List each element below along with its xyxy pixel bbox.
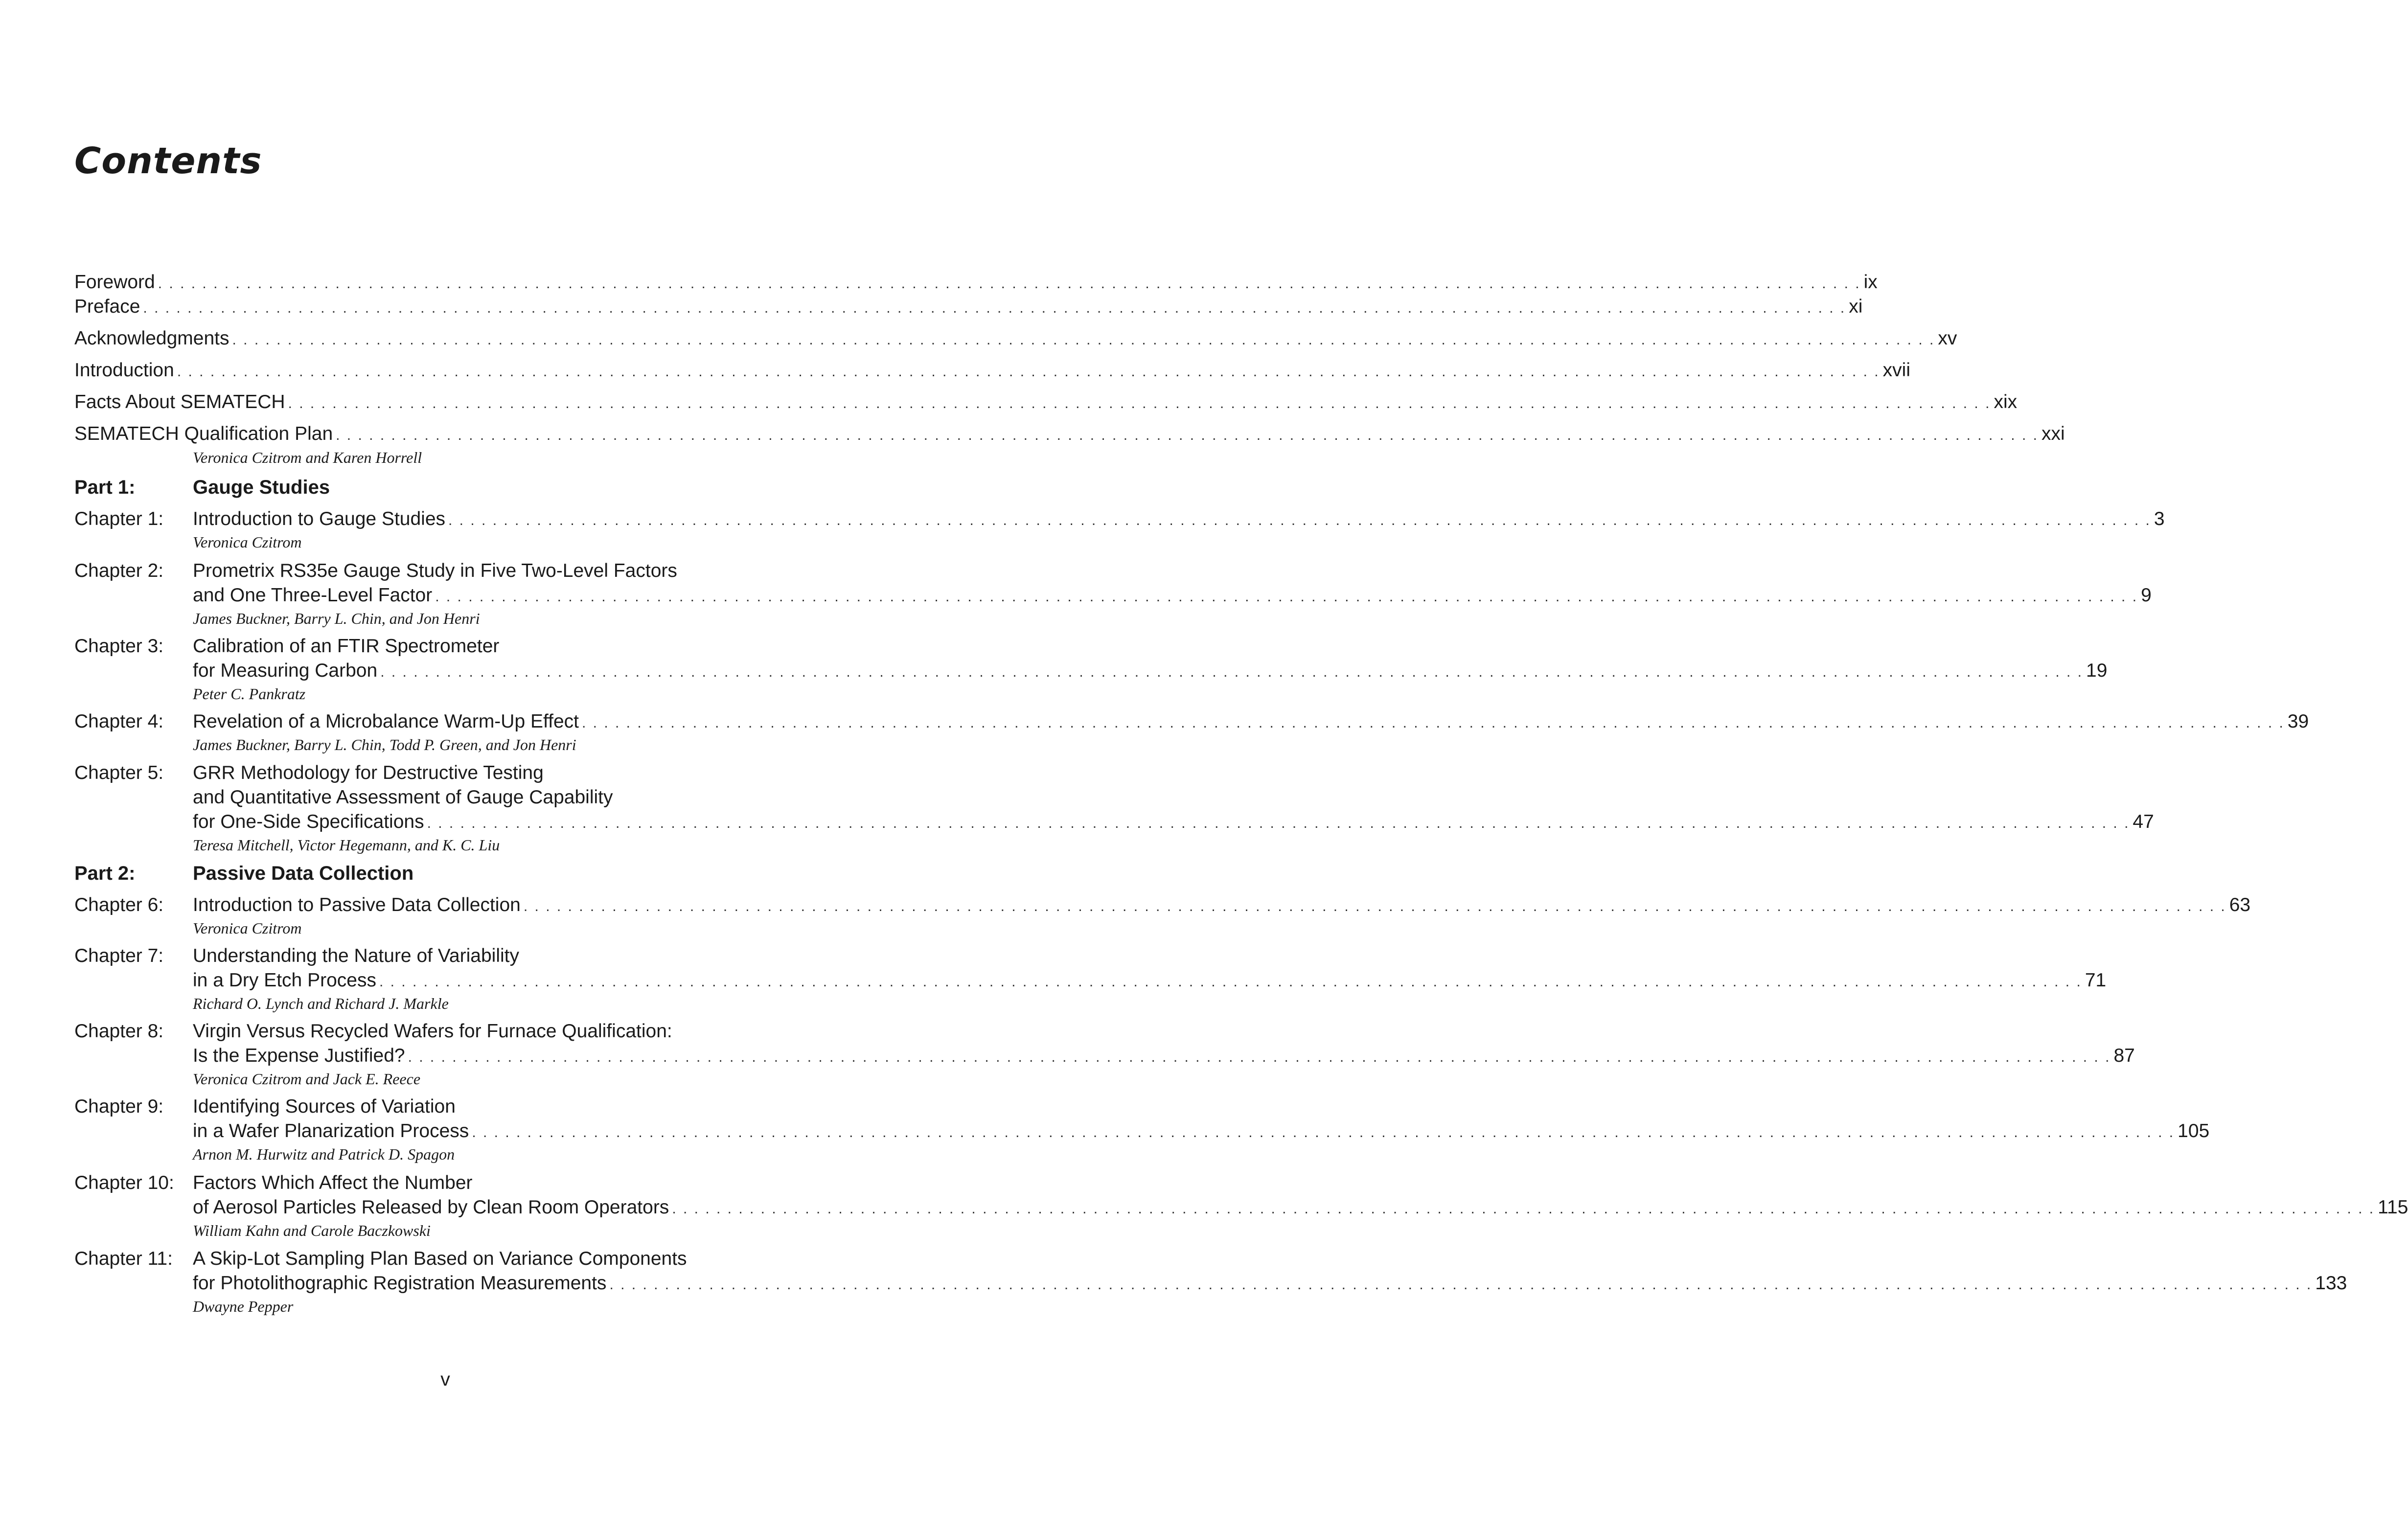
dot-leader: . . . . . . . . . . . . . . . . . . . . . . . . . . . . . . . . . . . . . . . . . . . . . . . . . . . . . . . . . . . . . . . . . . . . . . . . . . . . . . . . . . . . . . . . . . . . . . . . . . . . . . . . . . . . . . . . . . . . . . . . . . . . . . . . . . . . . . . . . . . . . . . . . . . . . . . . . . <box>380 664 2084 680</box>
part-title: Gauge Studies <box>193 477 330 498</box>
entry-page-number: 9 <box>2141 585 2152 606</box>
chapter-title-line: GRR Methodology for Destructive Testing <box>193 762 544 783</box>
chapter-title-line: and Quantitative Assessment of Gauge Capability <box>193 787 613 808</box>
chapter-title-line: Calibration of an FTIR Spectrometer <box>193 636 500 657</box>
dot-leader: . . . . . . . . . . . . . . . . . . . . . . . . . . . . . . . . . . . . . . . . . . . . . . . . . . . . . . . . . . . . . . . . . . . . . . . . . . . . . . . . . . . . . . . . . . . . . . . . . . . . . . . . . . . . . . . . . . . . . . . . . . . . . . . . . . . . . . . . . . . . . . . . . . . . . . . . . . <box>177 364 1880 380</box>
chapter-label: Chapter 11: <box>74 1248 173 1269</box>
dot-leader: . . . . . . . . . . . . . . . . . . . . . . . . . . . . . . . . . . . . . . . . . . . . . . . . . . . . . . . . . . . . . . . . . . . . . . . . . . . . . . . . . . . . . . . . . . . . . . . . . . . . . . . . . . . . . . . . . . . . . . . . . . . . . . . . . . . . . . . . . . . . . . . . . . . . . . . . . . <box>523 898 2226 914</box>
entry-title: Introduction to Gauge Studies <box>193 508 446 529</box>
front-matter-entry <box>74 391 2018 412</box>
entry-title: SEMATECH Qualification Plan <box>74 423 333 444</box>
entry-page-number: 71 <box>2085 970 2107 991</box>
dot-leader: . . . . . . . . . . . . . . . . . . . . . . . . . . . . . . . . . . . . . . . . . . . . . . . . . . . . . . . . . . . . . . . . . . . . . . . . . . . . . . . . . . . . . . . . . . . . . . . . . . . . . . . . . . . . . . . . . . . . . . . . . . . . . . . . . . . . . . . . . . . . . . . . . . . . . . . . . . <box>609 1277 2313 1293</box>
entry-title: for Photolithographic Registration Measurements <box>193 1273 607 1294</box>
dot-leader: . . . . . . . . . . . . . . . . . . . . . . . . . . . . . . . . . . . . . . . . . . . . . . . . . . . . . . . . . . . . . . . . . . . . . . . . . . . . . . . . . . . . . . . . . . . . . . . . . . . . . . . . . . . . . . . . . . . . . . . . . . . . . . . . . . . . . . . . . . . . . . . . . . . . . . . . . . <box>143 300 1846 316</box>
entry-title: and One Three-Level Factor <box>193 585 433 606</box>
chapter-title-line: Virgin Versus Recycled Wafers for Furnace Qualification: <box>193 1021 672 1042</box>
entry-title: for Measuring Carbon <box>193 660 378 681</box>
chapter-author: Teresa Mitchell, Victor Hegemann, and K. C. Liu <box>193 836 500 854</box>
front-matter-entry <box>74 272 1878 293</box>
entry-page-number: 19 <box>2086 660 2108 681</box>
chapter-author: Dwayne Pepper <box>193 1298 294 1315</box>
entry-title: Foreword <box>74 272 155 293</box>
dot-leader: . . . . . . . . . . . . . . . . . . . . . . . . . . . . . . . . . . . . . . . . . . . . . . . . . . . . . . . . . . . . . . . . . . . . . . . . . . . . . . . . . . . . . . . . . . . . . . . . . . . . . . . . . . . . . . . . . . . . . . . . . . . . . . . . . . . . . . . . . . . . . . . . . . . . . . . . . . <box>427 815 2130 831</box>
page-title: Contents <box>74 140 262 182</box>
entry-page-number: 87 <box>2113 1045 2135 1066</box>
chapter-author: James Buckner, Barry L. Chin, Todd P. Green, and Jon Henri <box>193 736 576 753</box>
chapter-author: Veronica Czitrom <box>193 919 302 937</box>
chapter-label: Chapter 7: <box>74 945 164 966</box>
chapter-label: Chapter 1: <box>74 508 164 529</box>
entry-page-number: 39 <box>2287 711 2309 732</box>
page-number: v <box>440 1369 450 1390</box>
chapter-title-line <box>193 1120 2210 1141</box>
chapter-title-line <box>193 1197 2408 1218</box>
chapter-title-line <box>193 585 2152 606</box>
entry-title: Facts About SEMATECH <box>74 391 285 412</box>
entry-page-number: ix <box>1863 272 1878 293</box>
chapter-label: Chapter 10: <box>74 1172 174 1193</box>
front-matter-entry <box>74 360 1910 381</box>
entry-title: Introduction to Passive Data Collection <box>193 894 521 915</box>
chapter-label: Chapter 8: <box>74 1021 164 1042</box>
entry-page-number: 3 <box>2154 508 2165 529</box>
chapter-title-line: Factors Which Affect the Number <box>193 1172 473 1193</box>
chapter-title-line: Prometrix RS35e Gauge Study in Five Two-Level Factors <box>193 560 677 581</box>
entry-page-number: 63 <box>2229 894 2251 915</box>
dot-leader: . . . . . . . . . . . . . . . . . . . . . . . . . . . . . . . . . . . . . . . . . . . . . . . . . . . . . . . . . . . . . . . . . . . . . . . . . . . . . . . . . . . . . . . . . . . . . . . . . . . . . . . . . . . . . . . . . . . . . . . . . . . . . . . . . . . . . . . . . . . . . . . . . . . . . . . . . . <box>288 395 1991 411</box>
dot-leader: . . . . . . . . . . . . . . . . . . . . . . . . . . . . . . . . . . . . . . . . . . . . . . . . . . . . . . . . . . . . . . . . . . . . . . . . . . . . . . . . . . . . . . . . . . . . . . . . . . . . . . . . . . . . . . . . . . . . . . . . . . . . . . . . . . . . . . . . . . . . . . . . . . . . . . . . . . <box>379 974 2082 990</box>
chapter-author: Veronica Czitrom <box>193 533 302 551</box>
chapter-author: William Kahn and Carole Baczkowski <box>193 1222 431 1239</box>
entry-page-number: xvii <box>1882 360 1910 381</box>
chapter-label: Chapter 2: <box>74 560 164 581</box>
part-title: Passive Data Collection <box>193 863 414 884</box>
dot-leader: . . . . . . . . . . . . . . . . . . . . . . . . . . . . . . . . . . . . . . . . . . . . . . . . . . . . . . . . . . . . . . . . . . . . . . . . . . . . . . . . . . . . . . . . . . . . . . . . . . . . . . . . . . . . . . . . . . . . . . . . . . . . . . . . . . . . . . . . . . . . . . . . . . . . . . . . . . <box>158 275 1861 292</box>
front-matter-entry <box>74 423 2065 444</box>
dot-leader: . . . . . . . . . . . . . . . . . . . . . . . . . . . . . . . . . . . . . . . . . . . . . . . . . . . . . . . . . . . . . . . . . . . . . . . . . . . . . . . . . . . . . . . . . . . . . . . . . . . . . . . . . . . . . . . . . . . . . . . . . . . . . . . . . . . . . . . . . . . . . . . . . . . . . . . . . . <box>408 1049 2111 1065</box>
chapter-label: Chapter 5: <box>74 762 164 783</box>
chapter-title-line <box>193 660 2108 681</box>
chapter-label: Chapter 4: <box>74 711 164 732</box>
chapter-title-line <box>193 811 2154 832</box>
part-label: Part 1: <box>74 477 136 498</box>
dot-leader: . . . . . . . . . . . . . . . . . . . . . . . . . . . . . . . . . . . . . . . . . . . . . . . . . . . . . . . . . . . . . . . . . . . . . . . . . . . . . . . . . . . . . . . . . . . . . . . . . . . . . . . . . . . . . . . . . . . . . . . . . . . . . . . . . . . . . . . . . . . . . . . . . . . . . . . . . . <box>232 332 1935 348</box>
chapter-title-line: Identifying Sources of Variation <box>193 1096 456 1117</box>
chapter-title-line <box>193 1045 2135 1066</box>
entry-author: Veronica Czitrom and Karen Horrell <box>193 449 422 466</box>
entry-page-number: 133 <box>2315 1273 2347 1294</box>
entry-page-number: xxi <box>2041 423 2065 444</box>
dot-leader: . . . . . . . . . . . . . . . . . . . . . . . . . . . . . . . . . . . . . . . . . . . . . . . . . . . . . . . . . . . . . . . . . . . . . . . . . . . . . . . . . . . . . . . . . . . . . . . . . . . . . . . . . . . . . . . . . . . . . . . . . . . . . . . . . . . . . . . . . . . . . . . . . . . . . . . . . . <box>336 427 2039 443</box>
chapter-author: Peter C. Pankratz <box>193 685 306 703</box>
chapter-title-line <box>193 970 2107 991</box>
front-matter-entry <box>74 296 1863 317</box>
entry-title: for One-Side Specifications <box>193 811 424 832</box>
chapter-author: Richard O. Lynch and Richard J. Markle <box>193 995 449 1012</box>
chapter-author: Veronica Czitrom and Jack E. Reece <box>193 1070 421 1088</box>
chapter-label: Chapter 9: <box>74 1096 164 1117</box>
entry-page-number: 105 <box>2178 1120 2210 1141</box>
entry-title: Acknowledgments <box>74 328 229 349</box>
chapter-title-line <box>193 894 2251 915</box>
chapter-title-line <box>193 711 2309 732</box>
chapter-label: Chapter 6: <box>74 894 164 915</box>
dot-leader: . . . . . . . . . . . . . . . . . . . . . . . . . . . . . . . . . . . . . . . . . . . . . . . . . . . . . . . . . . . . . . . . . . . . . . . . . . . . . . . . . . . . . . . . . . . . . . . . . . . . . . . . . . . . . . . . . . . . . . . . . . . . . . . . . . . . . . . . . . . . . . . . . . . . . . . . . . <box>582 715 2285 731</box>
chapter-author: Arnon M. Hurwitz and Patrick D. Spagon <box>193 1145 455 1163</box>
entry-title: Preface <box>74 296 140 317</box>
entry-title: in a Wafer Planarization Process <box>193 1120 469 1141</box>
front-matter-entry <box>74 328 1957 349</box>
chapter-title-line <box>193 1273 2347 1294</box>
dot-leader: . . . . . . . . . . . . . . . . . . . . . . . . . . . . . . . . . . . . . . . . . . . . . . . . . . . . . . . . . . . . . . . . . . . . . . . . . . . . . . . . . . . . . . . . . . . . . . . . . . . . . . . . . . . . . . . . . . . . . . . . . . . . . . . . . . . . . . . . . . . . . . . . . . . . . . . . . . <box>672 1201 2375 1217</box>
chapter-title-line <box>193 508 2165 529</box>
entry-title: in a Dry Etch Process <box>193 970 376 991</box>
chapter-title-line: Understanding the Nature of Variability <box>193 945 519 966</box>
entry-page-number: 47 <box>2133 811 2154 832</box>
dot-leader: . . . . . . . . . . . . . . . . . . . . . . . . . . . . . . . . . . . . . . . . . . . . . . . . . . . . . . . . . . . . . . . . . . . . . . . . . . . . . . . . . . . . . . . . . . . . . . . . . . . . . . . . . . . . . . . . . . . . . . . . . . . . . . . . . . . . . . . . . . . . . . . . . . . . . . . . . . <box>448 512 2151 528</box>
entry-title: Revelation of a Microbalance Warm-Up Effect <box>193 711 579 732</box>
chapter-author: James Buckner, Barry L. Chin, and Jon Henri <box>193 610 480 627</box>
entry-title: Is the Expense Justified? <box>193 1045 405 1066</box>
chapter-label: Chapter 3: <box>74 636 164 657</box>
entry-title: of Aerosol Particles Released by Clean Room Operators <box>193 1197 669 1218</box>
chapter-title-line: A Skip-Lot Sampling Plan Based on Variance Components <box>193 1248 687 1269</box>
entry-page-number: 115 <box>2378 1197 2408 1218</box>
dot-leader: . . . . . . . . . . . . . . . . . . . . . . . . . . . . . . . . . . . . . . . . . . . . . . . . . . . . . . . . . . . . . . . . . . . . . . . . . . . . . . . . . . . . . . . . . . . . . . . . . . . . . . . . . . . . . . . . . . . . . . . . . . . . . . . . . . . . . . . . . . . . . . . . . . . . . . . . . . <box>435 589 2138 605</box>
entry-page-number: xix <box>1994 391 2018 412</box>
entry-page-number: xv <box>1938 328 1957 349</box>
part-label: Part 2: <box>74 863 136 884</box>
dot-leader: . . . . . . . . . . . . . . . . . . . . . . . . . . . . . . . . . . . . . . . . . . . . . . . . . . . . . . . . . . . . . . . . . . . . . . . . . . . . . . . . . . . . . . . . . . . . . . . . . . . . . . . . . . . . . . . . . . . . . . . . . . . . . . . . . . . . . . . . . . . . . . . . . . . . . . . . . . <box>472 1124 2175 1140</box>
entry-title: Introduction <box>74 360 174 381</box>
entry-page-number: xi <box>1849 296 1863 317</box>
